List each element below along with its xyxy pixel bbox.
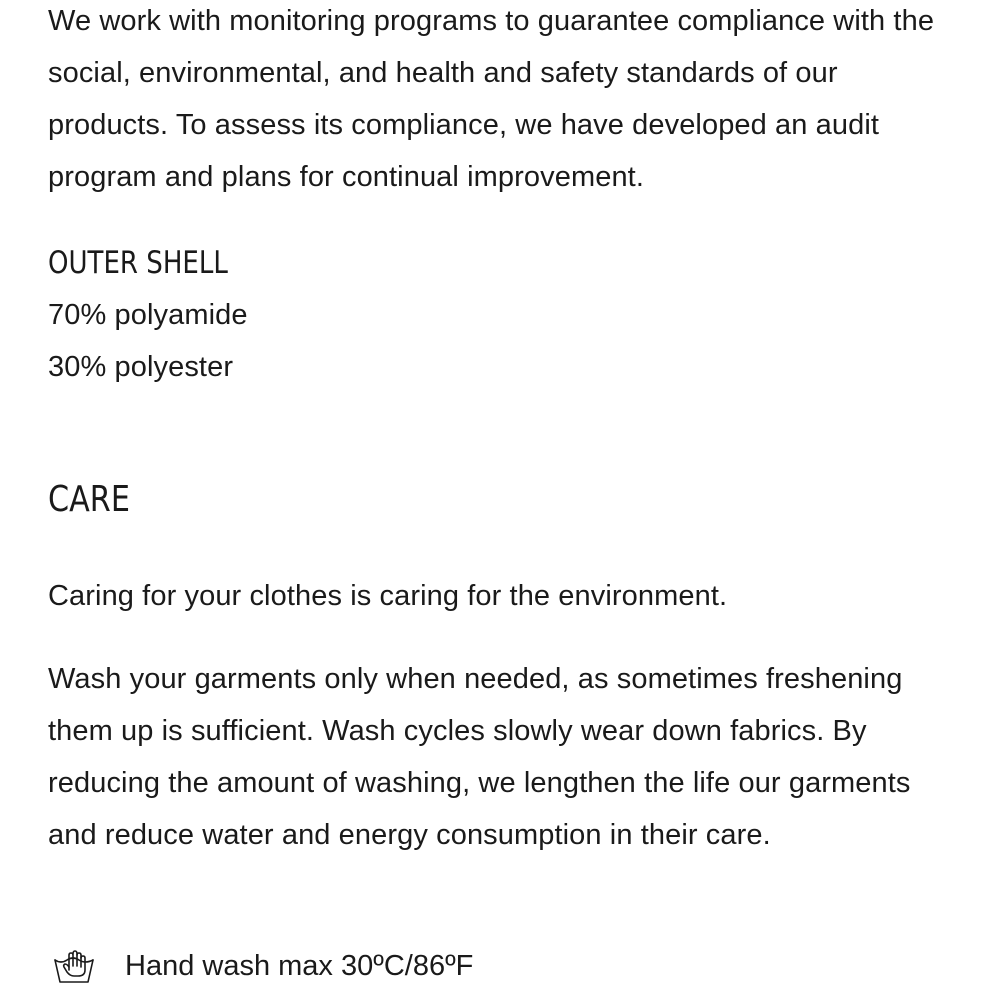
composition-section	[48, 237, 262, 393]
material-item: 70% polyamide	[48, 299, 248, 331]
care-instruction-text: Hand wash max 30ºC/86ºF	[125, 950, 474, 982]
care-lead-text: Caring for your clothes is caring for the environment.	[48, 580, 728, 612]
outer-shell-heading: OUTER SHELL	[48, 245, 228, 281]
care-heading: CARE	[48, 479, 130, 520]
hand-wash-icon	[52, 946, 96, 986]
compliance-paragraph: We work with monitoring programs to guarantee compliance with the social, environmental, and health and safety standards of our products. To assess its compliance, we have developed an audit program and plans for continual improvement.	[48, 5, 935, 193]
care-instruction-item	[48, 940, 473, 992]
care-body-text: Wash your garments only when needed, as sometimes freshening them up is sufficient. Wash cycles slowly wear down fabrics. By reducing the amount of washing, we lengthen the life our garments and reduce water and energy consumption in their care.	[48, 663, 911, 851]
material-item: 30% polyester	[48, 351, 234, 383]
